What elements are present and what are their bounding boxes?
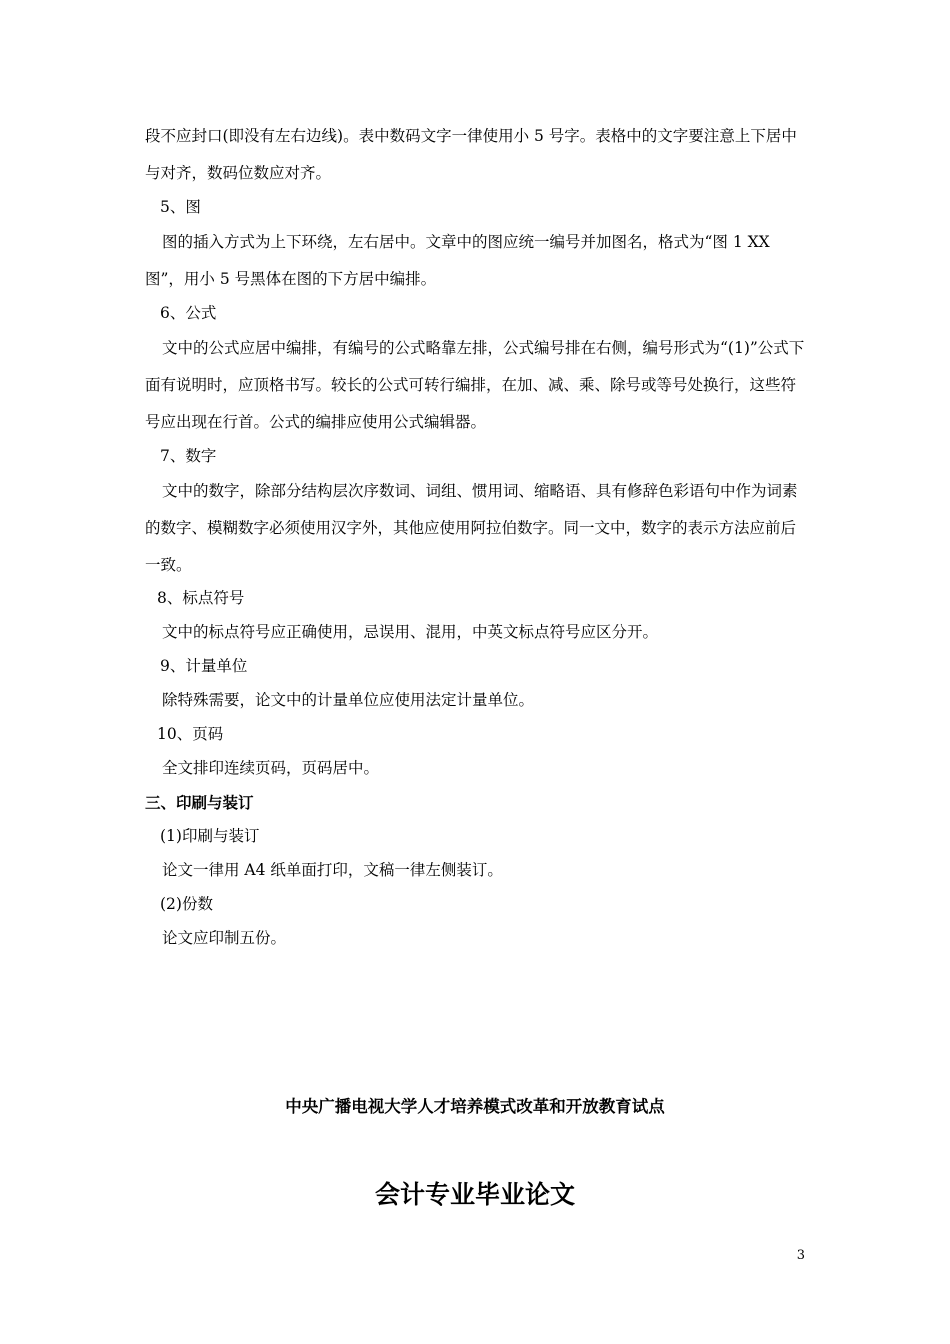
printing-text: 论文一律用 A4 纸单面打印，文稿一律左侧装订。 — [162, 861, 503, 879]
printing-subheading: (1)印刷与装订 — [160, 827, 260, 845]
section-5-text: 图的插入方式为上下环绕，左右居中。文章中的图应统一编号并加图名，格式为“图 1 XX 图”，用小 5 号黑体在图的下方居中编排。 — [145, 233, 770, 288]
section-8-text: 文中的标点符号应正确使用，忌误用、混用，中英文标点符号应区分开。 — [162, 623, 659, 641]
table-note-paragraph: 段不应封口(即没有左右边线)。表中数码文字一律使用小 5 号字。表格中的文字要注意上下居中与对齐，数码位数应对齐。 — [145, 127, 797, 182]
part-3-heading: 三、印刷与装订 — [145, 793, 254, 812]
copies-subheading: (2)份数 — [160, 895, 213, 913]
section-5-title: 5、图 — [160, 198, 201, 216]
section-10-text: 全文排印连续页码，页码居中。 — [162, 759, 380, 777]
section-10-title: 10、页码 — [157, 725, 224, 743]
section-7-title: 7、数字 — [160, 447, 217, 465]
section-9-title: 9、计量单位 — [160, 657, 248, 675]
section-6-title: 6、公式 — [160, 304, 217, 322]
section-6-text: 文中的公式应居中编排，有编号的公式略靠左排，公式编号排在右侧，编号形式为“(1)”公式下面有说明时，应顶格书写。较长的公式可转行编排，在加、减、乘、除号或等号处换行，这些符号应出现在行首。公式的编排应使用公式编辑器。 — [145, 339, 805, 431]
section-7-text: 文中的数字，除部分结构层次序数词、词组、惯用词、缩略语、具有修辞色彩语句中作为词素的数字、模糊数字必须使用汉字外，其他应使用阿拉伯数字。同一文中，数字的表示方法应前后一致。 — [145, 482, 798, 574]
cover-subtitle: 中央广播电视大学人才培养模式改革和开放教育试点 — [285, 1097, 665, 1116]
section-8-title: 8、标点符号 — [157, 589, 245, 607]
page-number: 3 — [796, 1248, 805, 1263]
copies-text: 论文应印制五份。 — [162, 929, 287, 947]
cover-title: 会计专业毕业论文 — [374, 1180, 575, 1209]
section-9-text: 除特殊需要，论文中的计量单位应使用法定计量单位。 — [162, 691, 535, 709]
